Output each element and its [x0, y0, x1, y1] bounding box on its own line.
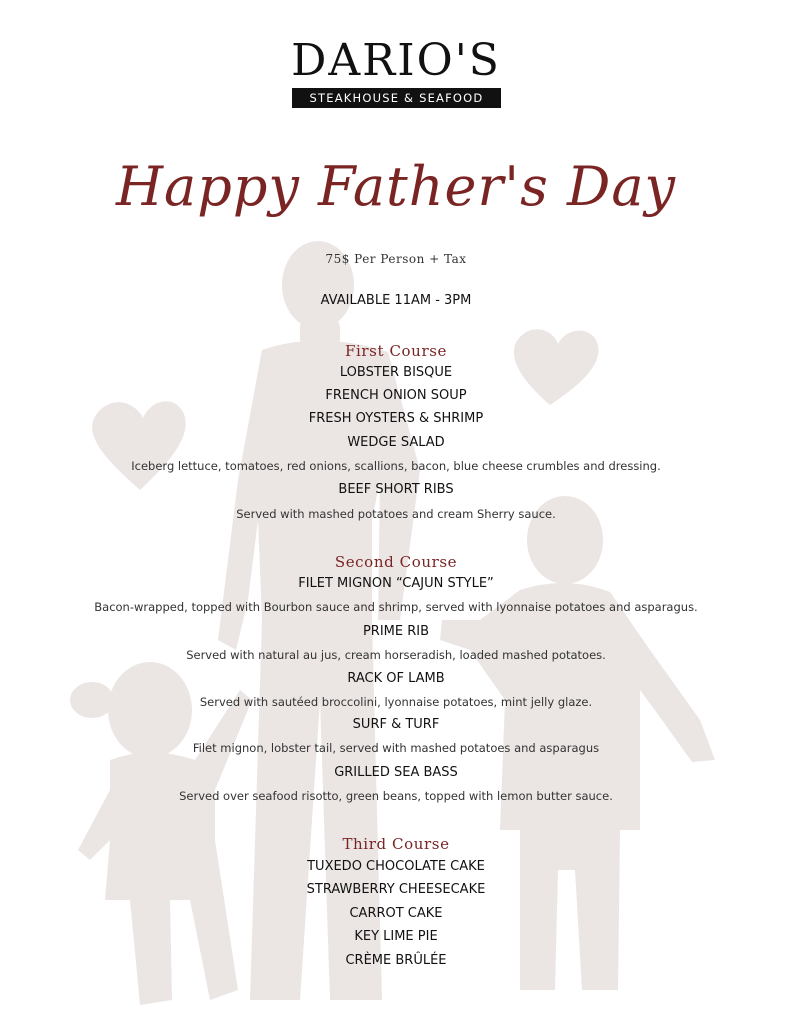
menu-item-surf-and-turf: SURF & TURF: [352, 717, 440, 732]
menu-item-rack-of-lamb: RACK OF LAMB: [347, 671, 445, 686]
menu-item-creme-brulee: CRÈME BRÛLÉE: [345, 953, 447, 968]
menu-item-filet-mignon: FILET MIGNON “CAJUN STYLE”: [298, 576, 494, 591]
restaurant-logo-name: DARIO'S: [291, 35, 501, 86]
page-title: Happy Father's Day: [115, 155, 677, 218]
menu-item-beef-short-ribs: BEEF SHORT RIBS: [338, 482, 454, 497]
menu-item-carrot-cake: CARROT CAKE: [349, 906, 443, 921]
menu-item-surf-and-turf-desc: Filet mignon, lobster tail, served with mashed potatoes and asparagus: [192, 741, 600, 755]
availability-hours: AVAILABLE 11AM - 3PM: [320, 293, 472, 308]
menu-item-wedge-salad: WEDGE SALAD: [347, 435, 445, 450]
menu-item-grilled-sea-bass: GRILLED SEA BASS: [334, 765, 458, 780]
menu-item-rack-of-lamb-desc: Served with sautéed broccolini, lyonnaise potatoes, mint jelly glaze.: [199, 695, 593, 709]
price-note: 75$ Per Person + Tax: [325, 252, 467, 266]
second-course-heading: Second Course: [334, 553, 458, 571]
menu-item-french-onion-soup: FRENCH ONION SOUP: [325, 388, 467, 403]
menu-item-oysters-shrimp: FRESH OYSTERS & SHRIMP: [308, 411, 484, 426]
first-course-heading: First Course: [345, 342, 447, 360]
menu-item-strawberry-cheesecake: STRAWBERRY CHEESECAKE: [306, 882, 486, 897]
menu-item-key-lime-pie: KEY LIME PIE: [354, 929, 438, 944]
menu-item-tuxedo-chocolate-cake: TUXEDO CHOCOLATE CAKE: [307, 859, 485, 874]
menu-item-prime-rib: PRIME RIB: [362, 624, 430, 639]
menu-item-wedge-salad-desc: Iceberg lettuce, tomatoes, red onions, scallions, bacon, blue cheese crumbles and dressing.: [131, 459, 661, 473]
third-course-heading: Third Course: [342, 835, 450, 853]
restaurant-logo-tagline: STEAKHOUSE & SEAFOOD: [292, 88, 501, 108]
menu-item-filet-mignon-desc: Bacon-wrapped, topped with Bourbon sauce and shrimp, served with lyonnaise potatoes and asparagus.: [94, 600, 698, 614]
menu-item-grilled-sea-bass-desc: Served over seafood risotto, green beans, topped with lemon butter sauce.: [179, 789, 613, 803]
menu-item-prime-rib-desc: Served with natural au jus, cream horseradish, loaded mashed potatoes.: [186, 648, 606, 662]
menu-item-beef-short-ribs-desc: Served with mashed potatoes and cream Sherry sauce.: [236, 507, 556, 521]
menu-item-lobster-bisque: LOBSTER BISQUE: [339, 365, 453, 380]
